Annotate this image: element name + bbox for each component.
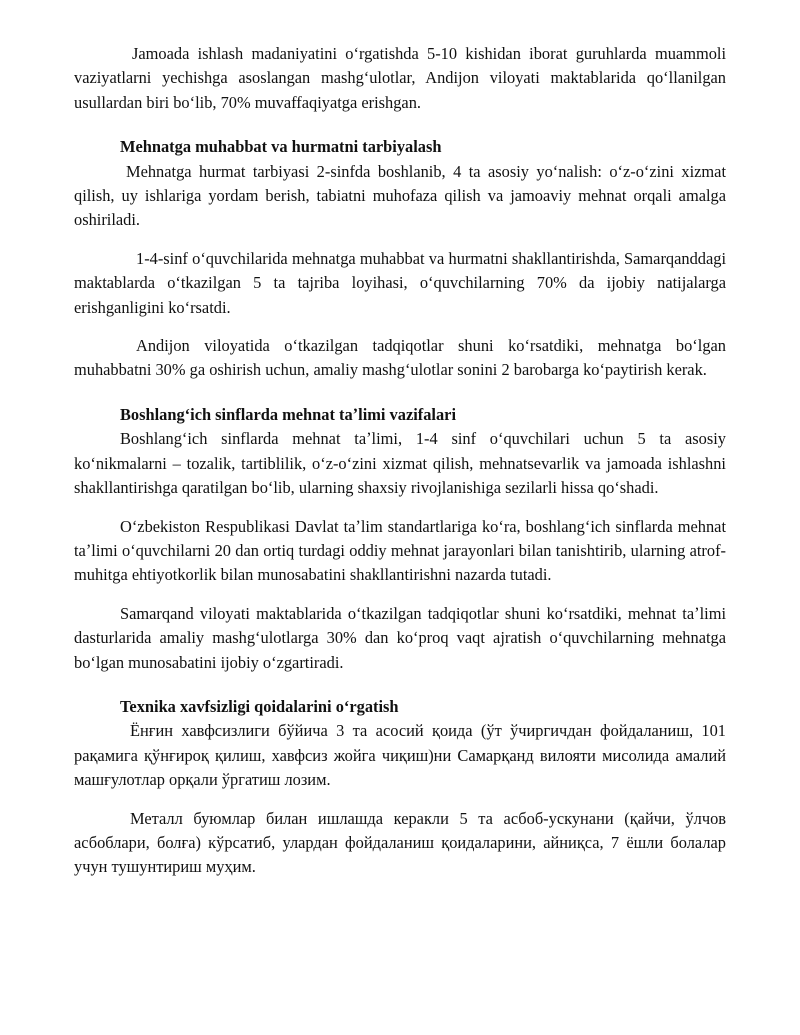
paragraph-teamwork: Jamoada ishlash madaniyatini oʻrgatishda 5-10 kishidan iborat guruhlarda muammoli vaziyatlarni yechishga asoslangan mashgʻulotlar, Andijon viloyati maktablarida qoʻllanilgan usullardan biri boʻlib, 70% muvaffaqiyatga erishgan. [74, 44, 726, 112]
document-page [74, 42, 726, 880]
paragraph-metal-tools: Металл буюмлар билан ишлашда керакли 5 та асбоб-ускунани (қайчи, ўлчов асбоблари, болға) кўрсатиб, улардан фойдаланиш қоидаларини, айниқса, 7 ёшли болалар учун тушунтириш муҳим. [74, 808, 726, 877]
section-heading-primary-tasks: Boshlangʻich sinflarda mehnat taʼlimi vazifalari [120, 404, 457, 424]
paragraph-samarqand-research: Samarqand viloyati maktablarida oʻtkazilgan tadqiqotlar shuni koʻrsatdiki, mehnat taʼlimi dasturlarida amaliy mashgʻulotlarga 30% dan koʻproq vaqt ajratish oʻquvchilarning mehnatga boʻlgan munosabatini ijobiy oʻzgartiradi. [74, 603, 726, 672]
paragraph-fire-safety: Ёнғин хавфсизлиги бўйича 3 та асосий қоида (ўт ўчиргичдан фойдаланиш, 101 рақамига қўнғироқ қилиш, хавфсиз жойга чиқиш)ни Самарқанд вилояти мисолида амалий машғулотлар орқали ўргатиш лозим. [74, 721, 726, 790]
paragraph-labor-respect: Mehnatga hurmat tarbiyasi 2-sinfda boshlanib, 4 ta asosiy yoʻnalish: oʻz-oʻzini xizmat qilish, uy ishlariga yordam berish, tabiatni muhofaza qilish va jamoaviy mehnat orqali amalga oshiriladi. [74, 161, 726, 230]
section-heading-safety: Texnika xavfsizligi qoidalarini oʻrgatish [120, 696, 399, 716]
paragraph-state-standards: Oʻzbekiston Respublikasi Davlat taʼlim standartlariga koʻra, boshlangʻich sinflarda mehnat taʼlimi oʻquvchilarni 20 dan ortiq turdagi oddiy mehnat jarayonlari bilan tanishtirib, ularning atrof-muhitga ehtiyotkorlik bilan munosabatini shakllantirishni nazarda tutadi. [74, 516, 726, 585]
section-heading-labor-love: Mehnatga muhabbat va hurmatni tarbiyalash [120, 137, 442, 157]
paragraph-primary-skills: Boshlangʻich sinflarda mehnat taʼlimi, 1-4 sinf oʻquvchilari uchun 5 ta asosiy koʻnikmalarni – tozalik, tartiblilik, oʻz-oʻzini xizmat qilish, mehnatsevarlik va jamoada ishlashni shakllantirishga qaratilgan boʻlib, ularning shaxsiy rivojlanishiga sezilarli hissa qoʻshadi. [74, 429, 726, 498]
paragraph-samarqand-projects: 1-4-sinf oʻquvchilarida mehnatga muhabbat va hurmatni shakllantirishda, Samarqanddagi maktablarda oʻtkazilgan 5 ta tajriba loyihasi, oʻquvchilarning 70% da ijobiy natijalarga erishganligini koʻrsatdi. [74, 248, 726, 317]
paragraph-andijon-research: Andijon viloyatida oʻtkazilgan tadqiqotlar shuni koʻrsatdiki, mehnatga boʻlgan muhabbatni 30% ga oshirish uchun, amaliy mashgʻulotlar sonini 2 barobarga koʻpaytirish kerak. [74, 336, 726, 380]
